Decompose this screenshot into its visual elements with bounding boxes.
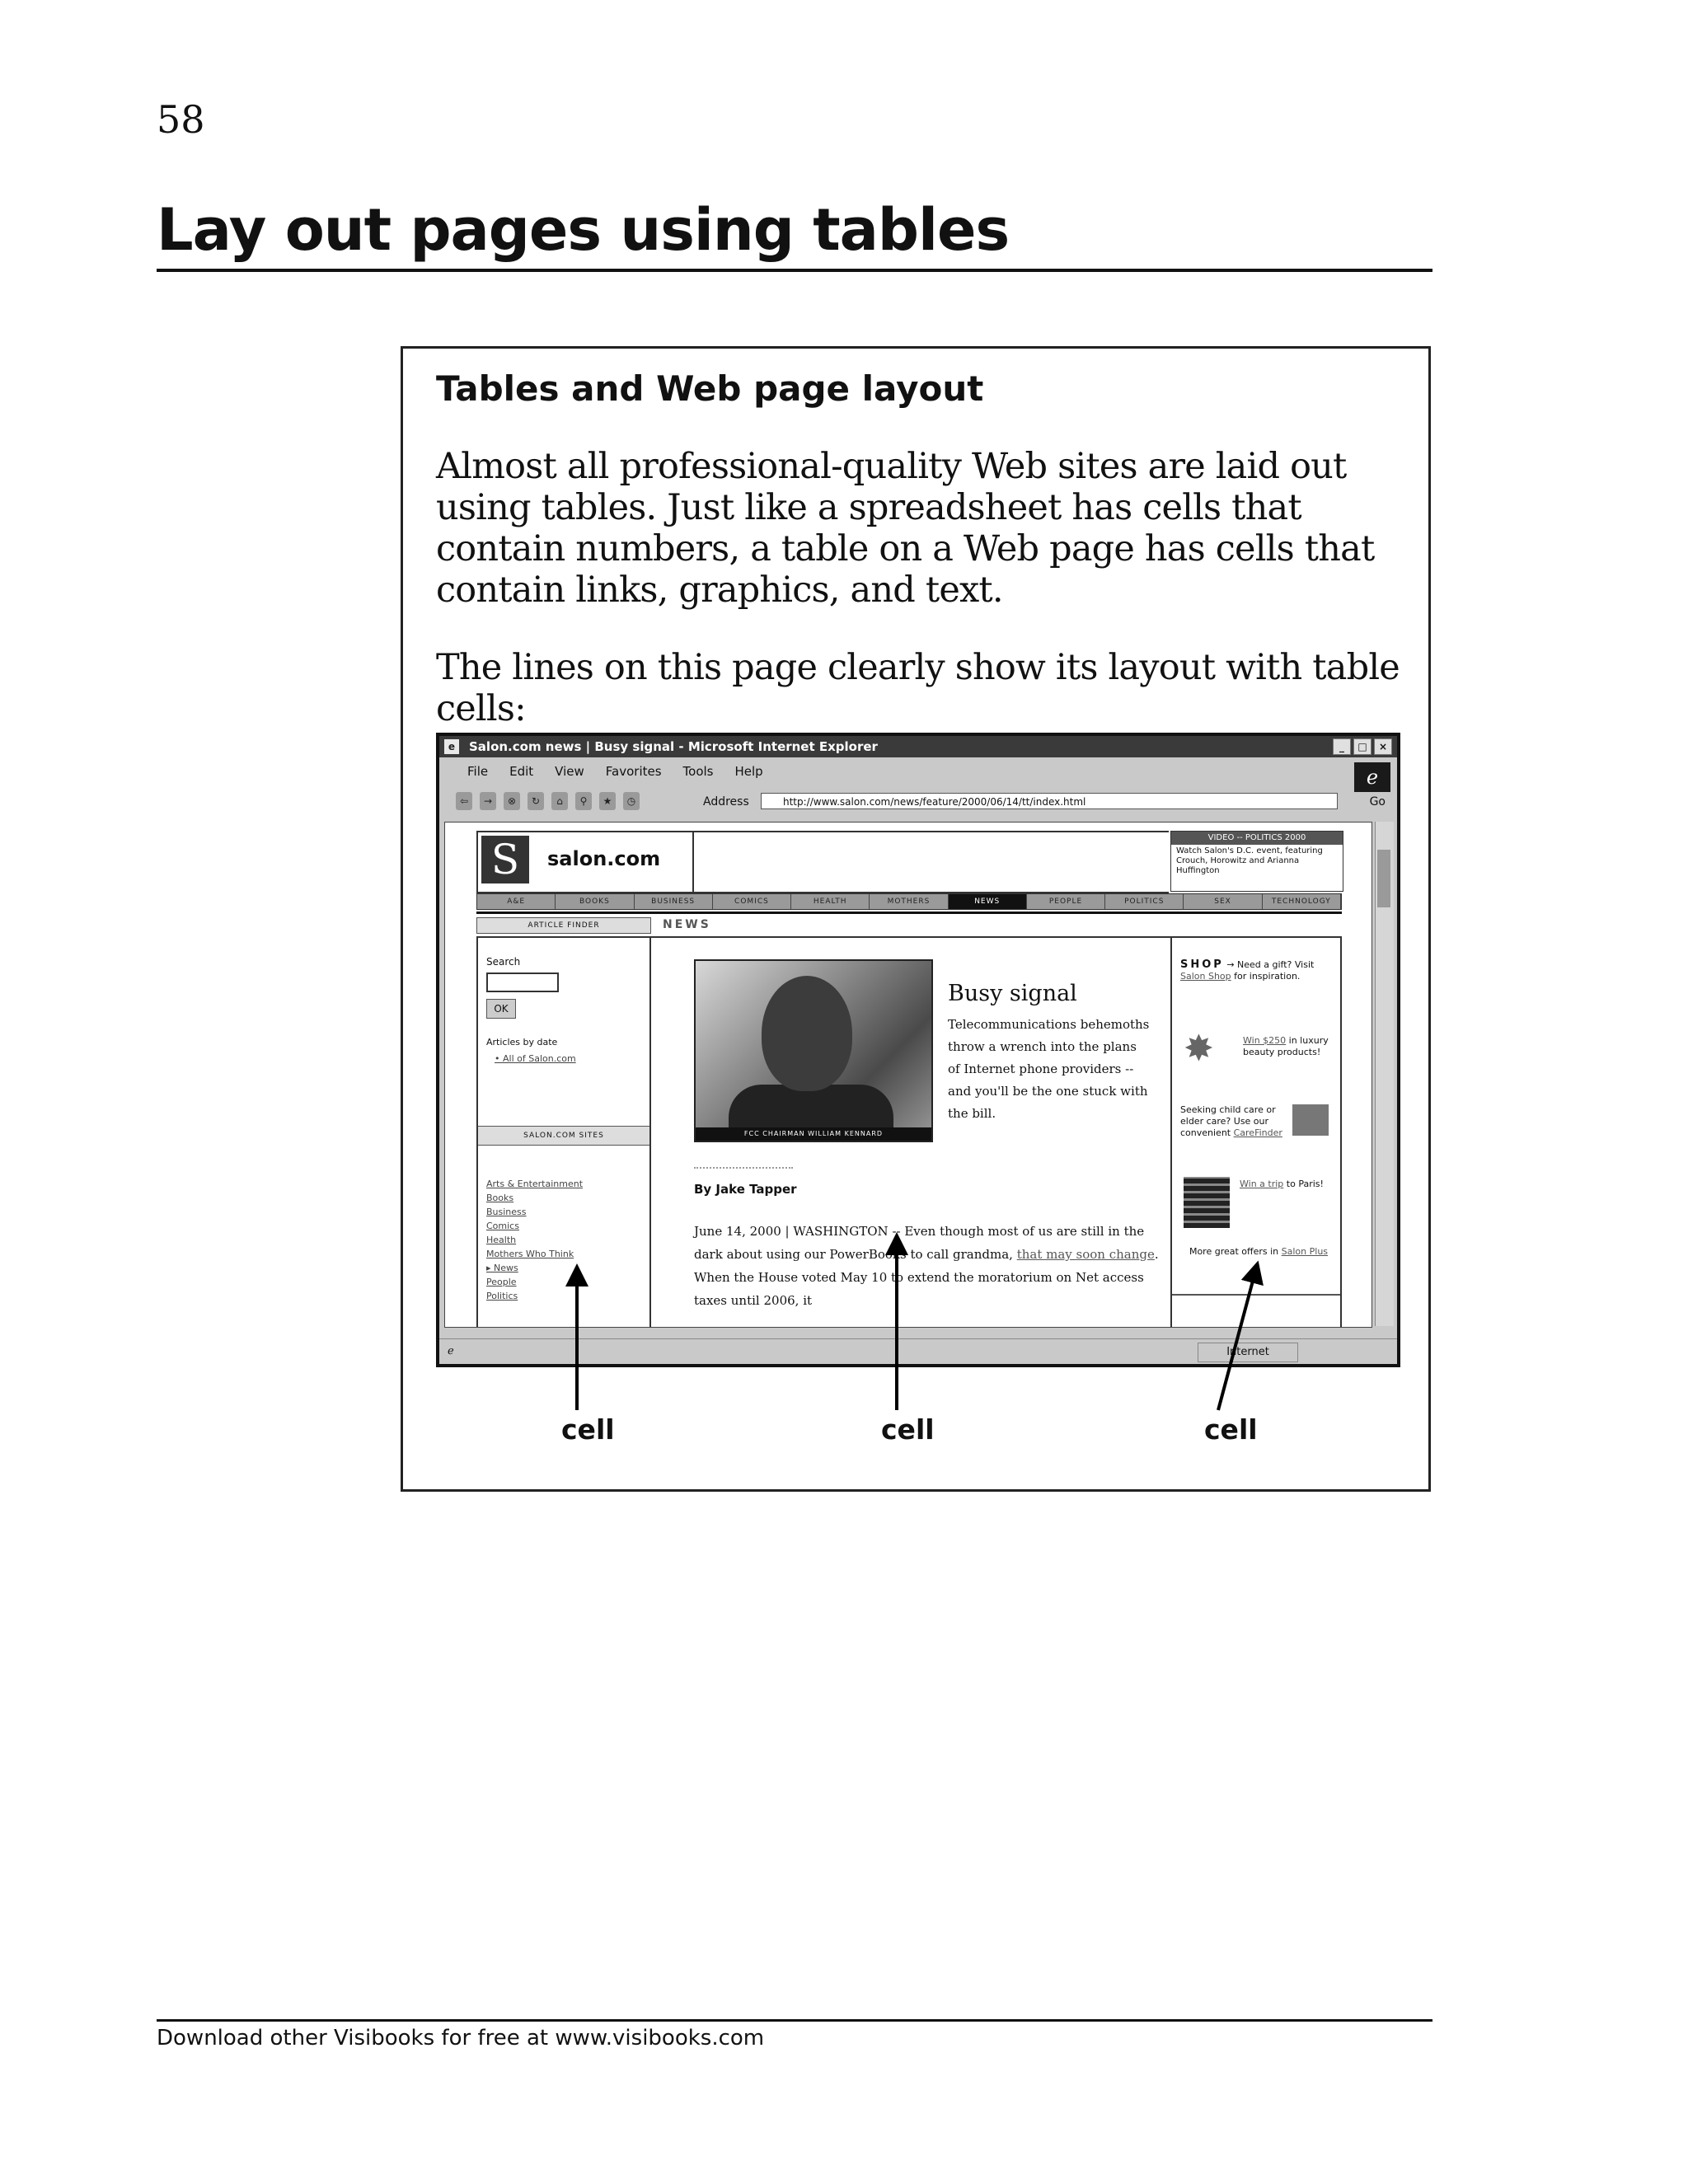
footer-rule <box>157 2019 1432 2022</box>
stop-icon: ⊗ <box>504 792 520 810</box>
address-label: Address <box>703 795 749 808</box>
offers-text: More great offers in <box>1189 1246 1279 1257</box>
category-technology: TECHNOLOGY <box>1263 894 1341 909</box>
ie-logo-icon: ℯ <box>1354 762 1390 792</box>
menu-file: File <box>467 764 489 779</box>
article-byline: By Jake Tapper <box>694 1182 797 1197</box>
site-link: ▸ News <box>486 1263 518 1273</box>
menu-help: Help <box>734 764 763 779</box>
articles-by-date: Articles by date <box>486 1037 558 1047</box>
site-link: Comics <box>486 1221 519 1231</box>
salon-logo-icon: S <box>481 836 529 883</box>
home-icon: ⌂ <box>551 792 568 810</box>
footer-text: Download other Visibooks for free at www.visibooks.com <box>157 2026 765 2050</box>
chapter-title: Lay out pages using tables <box>157 196 1010 264</box>
go-button: Go <box>1369 795 1386 808</box>
ok-button: OK <box>486 999 516 1019</box>
menu-view: View <box>555 764 584 779</box>
forward-icon: → <box>480 792 496 810</box>
back-icon: ⇦ <box>456 792 472 810</box>
category-sex: SEX <box>1184 894 1262 909</box>
shop-text: → Need a gift? Visit <box>1226 959 1315 970</box>
news-section-label: NEWS <box>663 918 711 931</box>
callout-label-center: cell <box>881 1413 935 1446</box>
search-icon: ⚲ <box>575 792 592 810</box>
win-text: in luxury beauty products! <box>1243 1035 1329 1057</box>
category-politics: POLITICS <box>1105 894 1184 909</box>
sidebar-paragraph-1: Almost all professional-quality Web sites are laid out using tables. Just like a spreadsheet has cells that contain numbers, a table on a Web page has cells that contain links, graphics, and text. <box>436 446 1375 611</box>
category-people: PEOPLE <box>1027 894 1105 909</box>
trip-link: Win a trip <box>1240 1179 1284 1189</box>
win-link: Win $250 <box>1243 1035 1287 1046</box>
shop-heading: SHOP <box>1180 958 1224 971</box>
search-label: Search <box>486 956 521 968</box>
shop-tail: for inspiration. <box>1234 971 1301 982</box>
category-health: HEALTH <box>791 894 870 909</box>
trip-text: to Paris! <box>1286 1179 1324 1189</box>
close-icon: × <box>1374 738 1392 755</box>
sidebar-paragraph-2: The lines on this page clearly show its layout with table cells: <box>436 647 1400 729</box>
body-rest: . When the House voted May 10 to extend the moratorium on Net access taxes until 2006, it <box>694 1247 1159 1308</box>
sidebar-box <box>401 346 1431 1492</box>
callout-arrows <box>403 349 1433 1494</box>
site-link: Politics <box>486 1291 518 1301</box>
status-page-icon: ℯ <box>448 1345 454 1357</box>
category-mothers: MOTHERS <box>870 894 948 909</box>
maximize-icon: □ <box>1353 738 1372 755</box>
sidebar-heading: Tables and Web page layout <box>436 368 984 409</box>
menu-edit: Edit <box>509 764 534 779</box>
callout-label-left: cell <box>561 1413 615 1446</box>
starburst-icon: ✸ <box>1184 1028 1214 1070</box>
all-salon-link: • All of Salon.com <box>495 1053 576 1064</box>
site-link: People <box>486 1277 517 1287</box>
status-zone: Internet <box>1198 1343 1298 1362</box>
article-headline: Busy signal <box>948 981 1077 1006</box>
salon-sites-bar: SALON.COM SITES <box>478 1126 649 1146</box>
body-lead: June 14, 2000 | WASHINGTON -- Even though most of us are still in the dark about using our PowerBooks to call grandma, <box>694 1224 1145 1262</box>
refresh-icon: ↻ <box>528 792 544 810</box>
carefinder-link: CareFinder <box>1233 1127 1282 1138</box>
menu-favorites: Favorites <box>605 764 662 779</box>
article-deck: Telecommunications behemoths throw a wrench into the plans of Internet phone providers -- and you'll be the one stuck with the bill. <box>948 1017 1150 1121</box>
all-salon-link-text: All of Salon.com <box>503 1053 576 1064</box>
category-ae: A&E <box>477 894 556 909</box>
category-business: BUSINESS <box>635 894 713 909</box>
photo-caption: FCC CHAIRMAN WILLIAM KENNARD <box>696 1127 931 1141</box>
minimize-icon: _ <box>1333 738 1351 755</box>
promo-text: Watch Salon's D.C. event, featuring Crouch, Horowitz and Arianna Huffington <box>1176 846 1323 875</box>
category-news: NEWS <box>949 894 1027 909</box>
callout-label-right: cell <box>1204 1413 1258 1446</box>
site-link: Health <box>486 1235 517 1245</box>
promo-heading: VIDEO -- POLITICS 2000 <box>1171 832 1343 845</box>
title-rule <box>157 269 1432 272</box>
history-icon: ◷ <box>623 792 640 810</box>
site-link: Books <box>486 1193 514 1203</box>
child-text: Seeking child care or elder care? Use our convenient <box>1180 1104 1276 1138</box>
site-link: Mothers Who Think <box>486 1249 574 1259</box>
page-number: 58 <box>157 97 205 142</box>
callout-arrow-right <box>1218 1272 1255 1410</box>
offers-link: Salon Plus <box>1281 1246 1329 1257</box>
category-books: BOOKS <box>556 894 634 909</box>
salon-logo-text: salon.com <box>547 847 661 870</box>
site-link: Arts & Entertainment <box>486 1179 584 1189</box>
address-field: http://www.salon.com/news/feature/2000/06/14/tt/index.html <box>761 793 1338 809</box>
category-comics: COMICS <box>713 894 791 909</box>
favorites-icon: ★ <box>599 792 616 810</box>
ie-page-icon: e <box>444 739 459 754</box>
body-link: that may soon change <box>1016 1247 1155 1262</box>
window-title: Salon.com news | Busy signal - Microsoft Internet Explorer <box>469 739 878 754</box>
article-finder: ARTICLE FINDER <box>476 917 651 934</box>
site-link: Business <box>486 1207 527 1217</box>
shop-link: Salon Shop <box>1180 971 1231 982</box>
menu-tools: Tools <box>682 764 714 779</box>
